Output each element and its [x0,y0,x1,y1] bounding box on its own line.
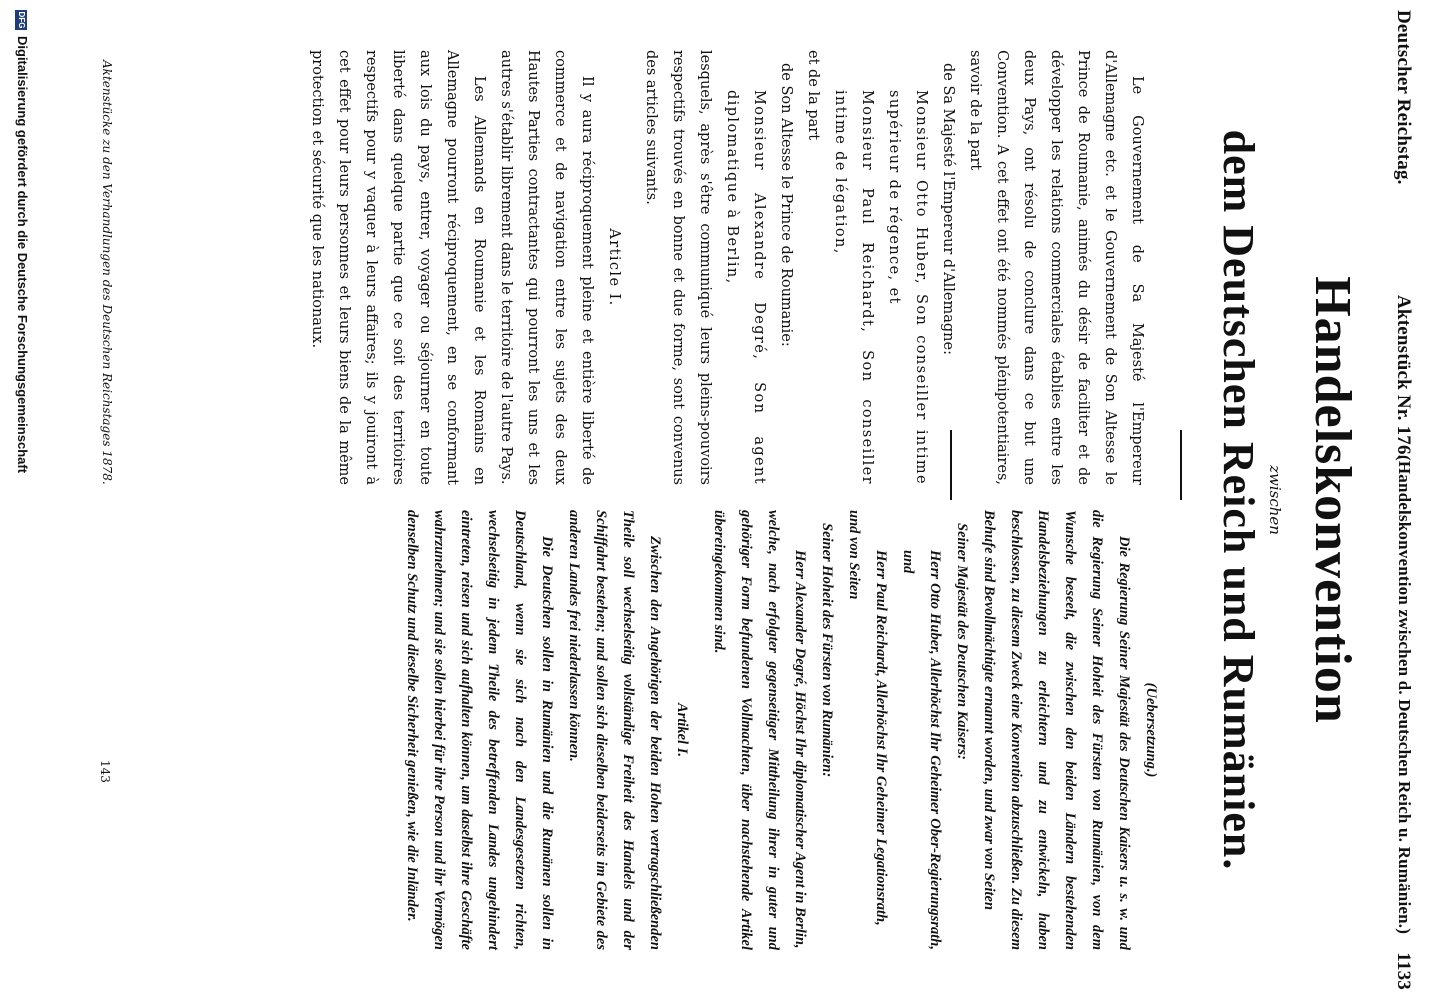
de-party-1: Seiner Majestät des Deutschen Kaisers: [954,523,970,760]
running-header [1382,10,1414,990]
fr-article-1: Il y aura réciproquement pleine et entière liberté de commerce et de navigation entre les sujets des deux Hautes Parties contractantes qui pourront les uns et les autres s'établir librement dans le territoire de l'autre Pays. [498,50,595,485]
fr-intro: Le Gouvernement de Sa Majesté l'Empereur d'Allemagne etc. et le Gouvernement de Son Altesse le Prince de Roumanie, animés du désir de faciliter et de développer les relations commerciales établies entre les deux Pays, ont résolu de conclure dans ce but une Convention. A cet effet ont été nommés plénipotentiaires, savoir de la part [967,50,1145,485]
dfg-logo-icon: DFG [17,11,27,29]
german-column [398,510,1164,950]
fr-party-1: de Sa Majesté l'Empereur d'Allemagne: [940,63,956,355]
document-title: Handelskonvention [1304,276,1361,724]
header-page-number: 1133 [1393,952,1414,990]
de-plenipotentiary-1: Herr Otto Huber, Allerhöchst Ihr Geheimer Ober-Regierungsrath, und [900,550,943,950]
de-article-title: Artikel I. [674,703,690,757]
fr-plenipotentiary-2: Monsieur Paul Reichardt, Son conseiller intime de légation, [832,90,875,485]
de-translation-label: (Uebersetzung.) [1143,682,1159,778]
de-intro: Die Regierung Seiner Majestät des Deutschen Kaisers u. s. w. und die Regierung Seiner Hoheit des Fürsten von Rumänien, von dem Wunsche beseelt, die zwischen den beiden Ländern bestehenden Handelsbeziehungen zu erleichtern und zu entwickeln, haben beschlossen, zu diesem Zweck eine Konvention abzuschließen. Zu diesem Behufe sind Bevollmächtigte ernannt worden, und zwar von Seiten [981,510,1132,950]
header-left: Deutscher Reichstag. [1393,10,1414,185]
fr-party-connector: et de la part [805,50,821,141]
footer-source: Aktenstücke zu den Verhandlungen des Deutschen Reichstages 1878. [100,60,114,485]
footer-page-number: 143 [98,760,112,783]
french-column [303,50,1164,485]
de-party-connector: und von Seiten [846,510,862,600]
de-article-1b: Die Deutschen sollen in Rumänien und die Rumänen sollen in Deutschland, wenn sie sich nach den Landesgesetzen richten, wechselseitig in jedem Theile des betreffenden Landes ungehindert eintreten, reisen und sich aufhalten können, um daselbst ihre Geschäfte wahrzunehmen; und sie sollen hierbei für ihre Person und ihr Vermögen denselben Schutz und dieselbe Sicherheit genießen, wie die Inländer. [404,510,555,950]
fr-after: lesquels, après s'être communiqué leurs pleins-pouvoirs respectifs trouvés en bonne et due forme, sont convenus des articles suivants. [643,50,713,485]
fr-plenipotentiary-1: Monsieur Otto Huber, Son conseiller intime supérieur de régence, et [886,90,929,485]
fr-article-1b: Les Allemands en Roumanie et les Romains en Allemagne pourront réciproquement, en se conformant aux lois du pays, entrer, voyager ou séjourner en toute liberté dans quelque partie que ce soit des territoires respectifs pour y vaquer à leurs affaires; ils y jouiront à cet effet pour leurs personnes et leurs biens de la même protection et sécurité que les nationaux. [309,50,487,485]
de-plenipotentiary-2: Herr Paul Reichardt, Allerhöchst Ihr Geheimer Legationsrath, [873,550,889,926]
title-connector: zwischen [1266,465,1284,535]
title-rule [1180,430,1182,500]
fr-article-title: Article I. [606,228,622,307]
de-party-2: Seiner Hoheit des Fürsten von Rumänien: [819,523,835,778]
de-article-1: Zwischen den Angehörigen der beiden Hohen vertragschließenden Theile soll wechselseitig vollständige Freiheit des Handels und der Schiffahrt bestehen; und sollen sich dieselben beiderseits im Gebiete des anderen Landes frei niederlassen können. [566,510,663,950]
de-after: welche, nach erfolgter gegenseitiger Mittheilung ihrer in guter und gehöriger Form befundenen Vollmachten, über nachstehende Artikel übereingekommen sind. [711,510,781,950]
fr-plenipotentiary-3: Monsieur Alexandre Degré, Son agent diplomatique à Berlin, [724,90,767,485]
digitization-note [15,10,30,1000]
de-plenipotentiary-3: Herr Alexander Degré, Höchst Ihr diplomatischer Agent in Berlin, [792,550,808,949]
fr-party-2: de Son Altesse le Prince de Roumanie: [778,63,794,347]
digitization-note-text: Digitalisierung gefördert durch die Deutsche Forschungsgemeinschaft [15,36,30,474]
document-subtitle: dem Deutschen Reich und Rumänien. [1214,129,1263,871]
header-right: (Handelskonvention zwischen d. Deutschen Reich u. Rumänien.) [1395,455,1414,935]
header-center: Aktenstück Nr. 176. [1393,295,1414,460]
